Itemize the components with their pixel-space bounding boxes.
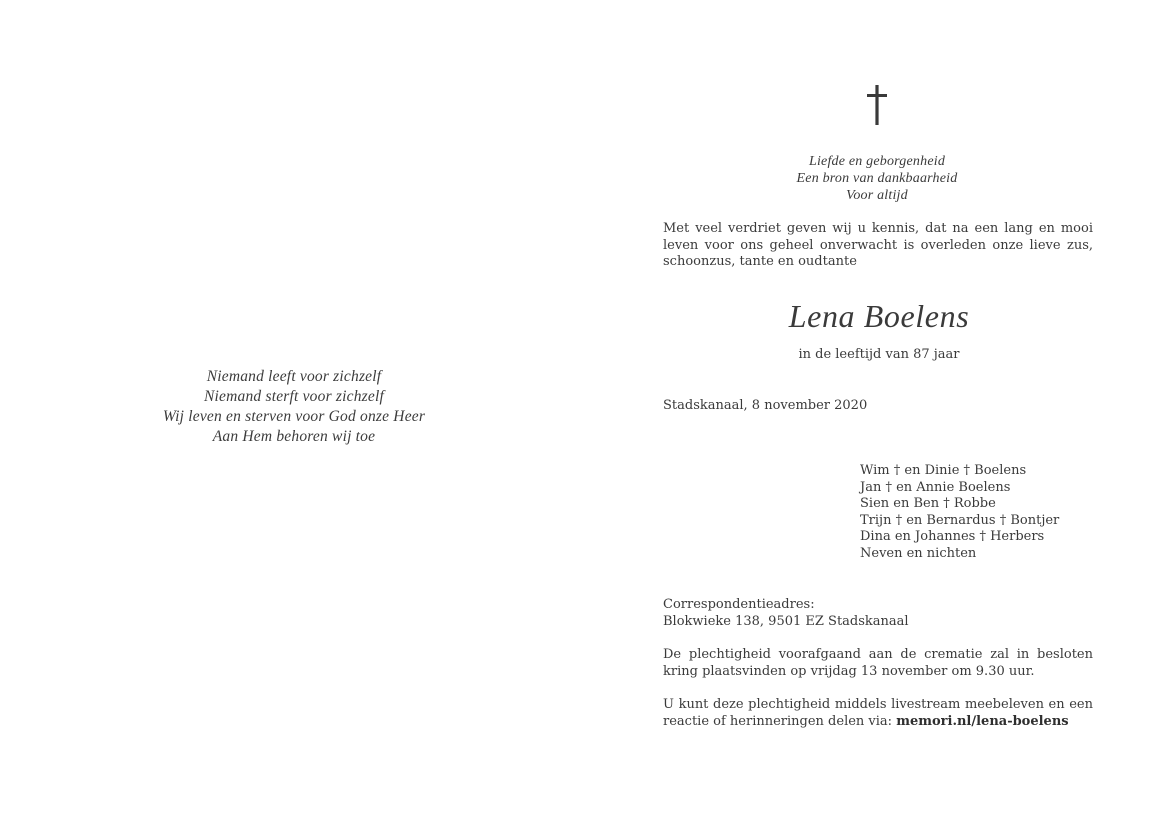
poem-line: Aan Hem behoren wij toe: [212, 428, 376, 445]
place-date: Stadskanaal, 8 november 2020: [663, 398, 868, 413]
livestream-text: U kunt deze plechtigheid middels livestream meebeleven en een reactie of herinneringen delen via:: [663, 697, 1093, 729]
livestream-block: [663, 697, 1093, 730]
poem: [0, 367, 588, 447]
family-member: Jan † en Annie Boelens: [860, 479, 1011, 495]
family-member: Neven en nichten: [860, 545, 977, 561]
poem-line: Wij leven en sterven voor God onze Heer: [162, 408, 426, 425]
family-list: [860, 463, 1100, 563]
family-member: Sien en Ben † Robbe: [860, 496, 996, 512]
family-member: Trijn † en Bernardus † Bontjer: [860, 512, 1060, 528]
correspondence-address: Blokwieke 138, 9501 EZ Stadskanaal: [663, 613, 909, 629]
motto-line: Voor altijd: [846, 188, 908, 203]
motto-line: Een bron van dankbaarheid: [796, 171, 958, 186]
motto-line: Liefde en geborgenheid: [808, 154, 946, 169]
memori-link[interactable]: memori.nl/lena-boelens: [896, 713, 1069, 729]
motto: [663, 153, 1091, 204]
family-member: Wim † en Dinie † Boelens: [860, 463, 1027, 478]
deceased-name: Lena Boelens: [788, 298, 970, 334]
age-text: in de leeftijd van 87 jaar: [798, 347, 960, 362]
family-member: Dina en Johannes † Herbers: [860, 529, 1045, 545]
latin-cross-icon: [862, 84, 892, 126]
correspondence-label: Correspondentieadres:: [663, 597, 815, 612]
announcement-text: Met veel verdriet geven wij u kennis, dat na een lang en mooi leven voor ons geheel onverwacht is overleden onze lieve zus, schoonzus, tante en oudtante: [663, 221, 1093, 270]
ceremony-text: De plechtigheid voorafgaand aan de crematie zal in besloten kring plaatsvinden op vrijdag 13 november om 9.30 uur.: [663, 647, 1093, 679]
correspondence-block: [663, 597, 1093, 630]
poem-line: Niemand sterft voor zichzelf: [204, 388, 384, 405]
poem-line: Niemand leeft voor zichzelf: [206, 368, 382, 385]
